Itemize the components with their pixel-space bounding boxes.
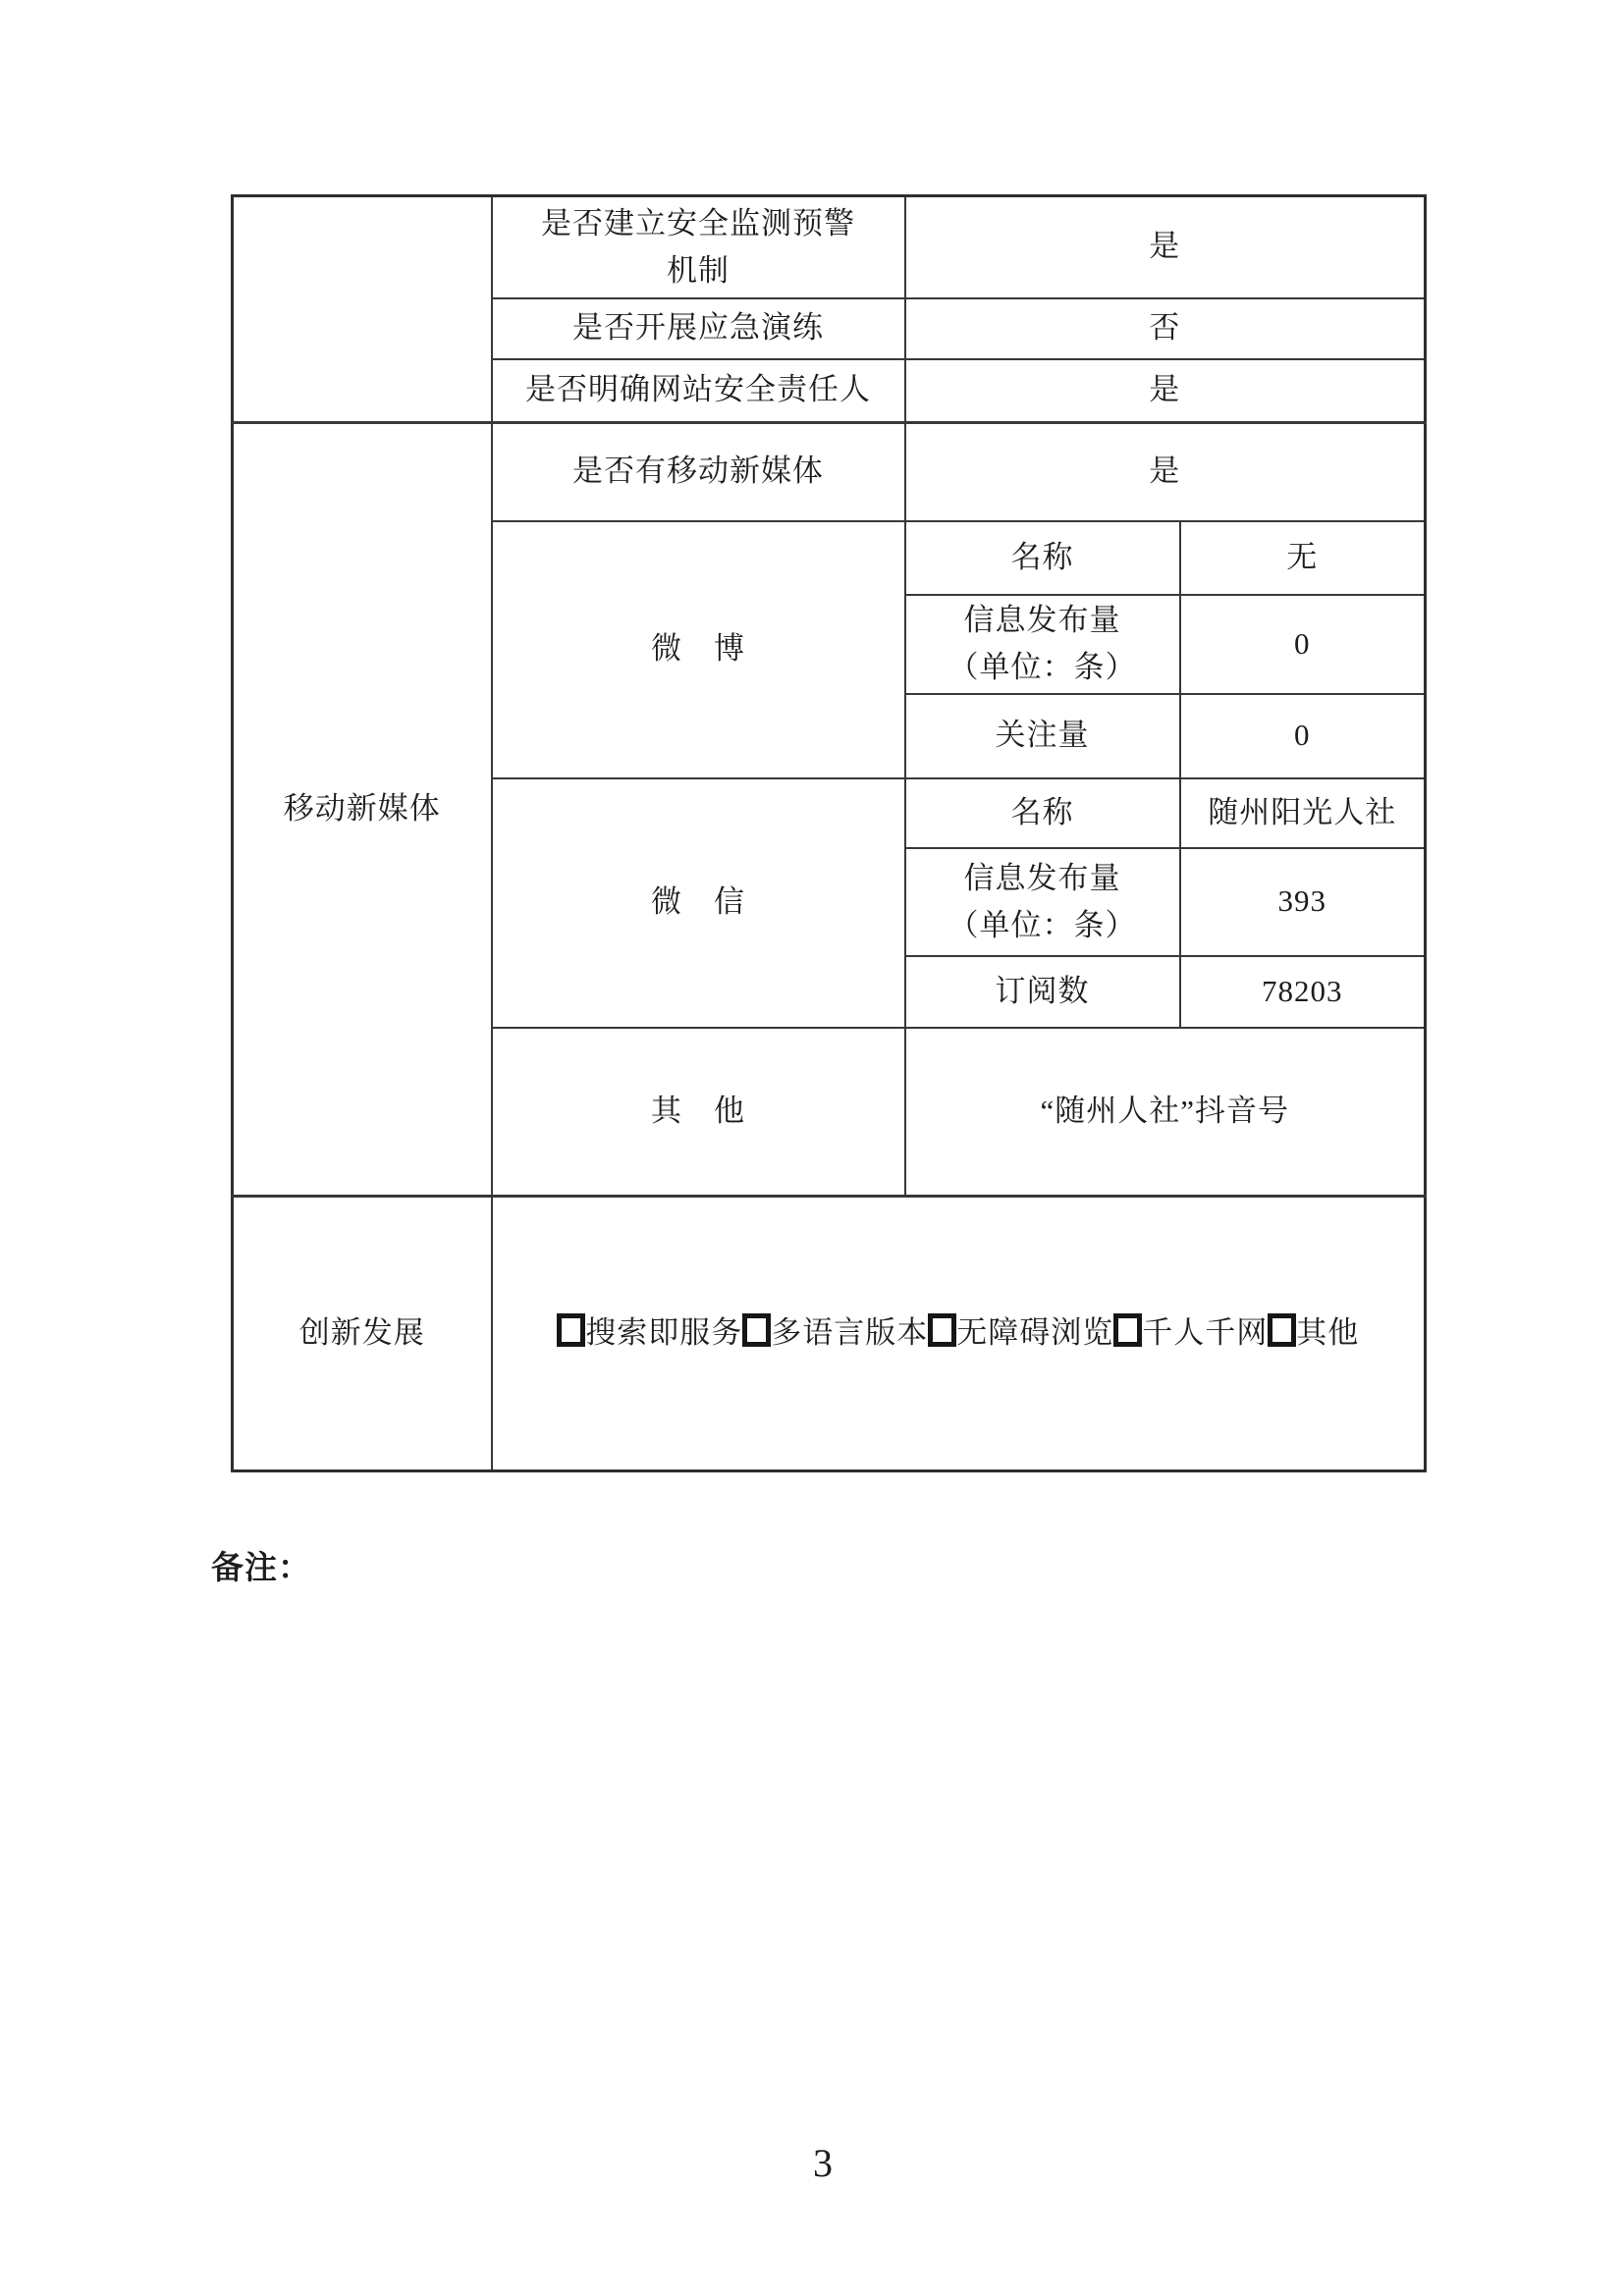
- option-multilingual: 多语言版本: [771, 1315, 929, 1351]
- monitor-label: [492, 196, 905, 298]
- option-accessibility: 无障碍浏览: [956, 1315, 1114, 1351]
- drill-label: 是否开展应急演练: [492, 298, 905, 359]
- weibo-name-value: 无: [1180, 521, 1426, 595]
- wechat-name-label: 名称: [905, 778, 1180, 848]
- innovation-options-cell: [492, 1197, 1426, 1471]
- weibo-followers-value: 0: [1180, 694, 1426, 778]
- innovation-options-line: [557, 1315, 1359, 1350]
- weibo-name-label: 名称: [905, 521, 1180, 595]
- weibo-followers-label: 关注量: [905, 694, 1180, 778]
- drill-value: 否: [905, 298, 1426, 359]
- page-number: 3: [813, 2141, 833, 2185]
- wechat-subscribers-label: 订阅数: [905, 956, 1180, 1028]
- row-innovation: [233, 1197, 1426, 1471]
- wechat-subscribers-value: 78203: [1180, 956, 1426, 1028]
- weibo-posts-label-line1: 信息发布量: [963, 603, 1121, 637]
- row-has-mobile-media: [233, 423, 1426, 521]
- wechat-posts-label-line1: 信息发布量: [963, 860, 1121, 895]
- has-mobile-label: 是否有移动新媒体: [492, 423, 905, 521]
- innovation-section-label: 创新发展: [233, 1197, 492, 1471]
- wechat-label: 微 信: [492, 778, 905, 1028]
- monitor-label-line2: 机制: [667, 252, 730, 288]
- wechat-posts-label: [905, 848, 1180, 956]
- checkbox-icon: [1113, 1313, 1142, 1347]
- mobile-media-section-label: 移动新媒体: [233, 423, 492, 1197]
- weibo-posts-value: 0: [1180, 595, 1426, 694]
- weibo-posts-label-line2: （单位：条）: [947, 650, 1137, 684]
- monitor-value: 是: [905, 196, 1426, 298]
- responsible-label: 是否明确网站安全责任人: [492, 359, 905, 423]
- monitor-label-line1: 是否建立安全监测预警: [541, 205, 855, 240]
- option-personalized: 千人千网: [1142, 1315, 1269, 1351]
- option-search-service: 搜索即服务: [585, 1315, 743, 1351]
- notes-label: 备注：: [211, 1551, 311, 1586]
- checkbox-icon: [557, 1313, 585, 1347]
- wechat-name-value: 随州阳光人社: [1180, 778, 1426, 848]
- option-other: 其他: [1296, 1315, 1360, 1351]
- weibo-label: 微 博: [492, 521, 905, 778]
- security-section-cell: [233, 196, 492, 423]
- responsible-value: 是: [905, 359, 1426, 423]
- checkbox-icon: [1268, 1313, 1296, 1347]
- row-security-monitor: [233, 196, 1426, 298]
- weibo-posts-label: [905, 595, 1180, 694]
- report-table: [231, 194, 1427, 1472]
- wechat-posts-value: 393: [1180, 848, 1426, 956]
- wechat-posts-label-line2: （单位：条）: [947, 907, 1137, 942]
- other-media-label: 其 他: [492, 1028, 905, 1197]
- checkbox-icon: [742, 1313, 771, 1347]
- checkbox-icon: [928, 1313, 956, 1347]
- other-media-value: “随州人社”抖音号: [905, 1028, 1426, 1197]
- has-mobile-value: 是: [905, 423, 1426, 521]
